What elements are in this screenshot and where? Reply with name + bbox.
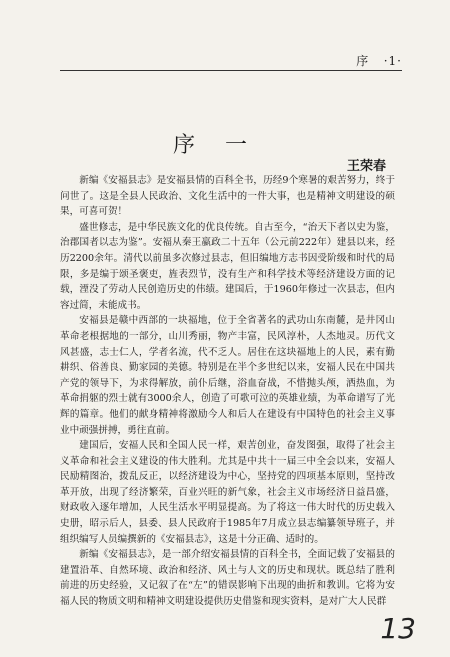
header-rule	[60, 70, 402, 71]
paragraph-2: 盛世修志，是中华民族文化的优良传统。自古至今，“治天下者以史为鉴，治郡国者以志为鉴”。安福从秦王嬴政二十五年（公元前222年）建县以来，经历2200余年。清代以前虽多次修过县志，但旧编地方志书因受阶级和时代的局限，多是编于颂圣褒吏，旌表烈节，没有生产和科学技术等经济建设方面的记载，湮没了劳动人民创造历史的伟绩。建国后，于1960年修过一次县志，但内容过简，未能成书。	[60, 221, 395, 311]
header-page-number: ·1·	[383, 54, 402, 68]
body-text	[60, 173, 395, 610]
paragraph-1: 新编《安福县志》是安福县情的百科全书，历经9个寒暑的艰苦努力，终于问世了。这是全县人民政治、文化生活中的一件大事，也是精神文明建设的硕果，可喜可贺！	[60, 175, 395, 218]
handwritten-page-number: 13	[380, 612, 416, 645]
paragraph-3: 安福县是赣中西部的一块福地，位于全省著名的武功山东南麓，是井冈山革命老根据地的一部分，山川秀丽，物产丰富，民风淳朴，人杰地灵。历代文风甚盛，志士仁人，学者名流，代不乏人。居住在这块福地上的人民，素有勤耕织、俗善良、勤家园的美德。特别是在半个多世纪以来，安福人民在中国共产党的领导下，为求得解放，前仆后继，浴血奋战，不惜抛头颅，洒热血，为革命捐躯的烈士就有3000余人，创造了可歌可泣的英雄业绩，为革命谱写了光辉的篇章。他们的献身精神将激励今人和后人在建设有中国特色的社会主义事业中顽强拼搏，勇往直前。	[60, 315, 395, 436]
author-name: 王荣春	[346, 159, 386, 174]
header-section: 序	[356, 54, 370, 68]
paragraph-4: 建国后，安福人民和全国人民一样，艰苦创业，奋发图强，取得了社会主义革命和社会主义建设的伟大胜利。尤其是中共十一届三中全会以来，安福人民励精图治，拨乱反正，以经济建设为中心，坚持党的四项基本原则，坚持改革开放，出现了经济繁荣，百业兴旺的新气象，社会主义市场经济日益昌盛，财政收入逐年增加，人民生活水平明显提高。为了将这一伟大时代的历史载入史册，昭示后人，县委、县人民政府于1985年7月成立县志编纂领导班子，并组织编写人员编撰新的《安福县志》，这是十分正确、适时的。	[60, 440, 395, 545]
paragraph-5: 新编《安福县志》，是一部介绍安福县情的百科全书，全面记载了安福县的建置沿革、自然环境、政治和经济、风土与人文的历史和现状。既总结了胜利前进的历史经验，又记叙了在“左”的错误影响下出现的曲折和教训。它将为安福人民的物质文明和精神文明建设提供历史借鉴和现实资料，是对广大人民群	[60, 549, 395, 608]
page-title: 序一	[172, 133, 277, 158]
running-header	[60, 52, 402, 69]
